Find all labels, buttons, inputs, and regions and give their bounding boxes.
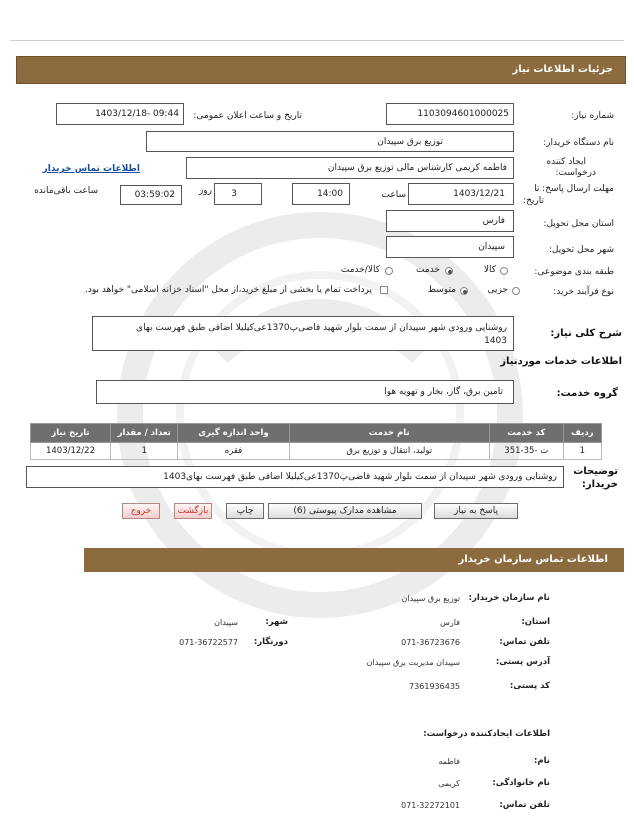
contact-section-title: اطلاعات تماس سازمان خریدار: [458, 554, 608, 565]
summary-field[interactable]: روشنایی ورودی شهر سپیدان از سمت بلوار شهید قاضی‌پ1370عی‌کیلیلا اضافی طبق فهرست بهای 1403: [92, 316, 514, 351]
service-group-label: گروه خدمت:: [556, 388, 618, 399]
province-field[interactable]: فارس: [386, 210, 514, 232]
province-label: استان محل تحویل:: [543, 219, 614, 229]
deadline-time-field[interactable]: 14:00: [292, 183, 350, 205]
city-label: شهر محل تحویل:: [548, 245, 614, 255]
back-button[interactable]: بازگشت: [174, 503, 212, 519]
category-goods-service-label: کالا/خدمت: [340, 265, 380, 275]
buyer-org-field[interactable]: توزیع برق سپیدان: [146, 131, 514, 152]
creator-first-name-value: فاطمه: [438, 757, 460, 766]
contact-org-value: توزیع برق سپیدان: [401, 594, 460, 603]
creator-phone-label: تلفن تماس:: [499, 800, 550, 810]
buyer-notes-label-2: خریدار:: [581, 479, 618, 490]
cell-service-code: ت -35-351: [489, 443, 563, 460]
contact-phone-label: تلفن تماس:: [499, 637, 550, 647]
announce-label: تاریخ و ساعت اعلان عمومی:: [193, 111, 302, 121]
need-number-field[interactable]: 1103094601000025: [386, 103, 514, 125]
col-unit: واحد اندازه گیری: [178, 424, 289, 443]
deadline-label-1: مهلت ارسال پاسخ: تا: [534, 184, 614, 194]
creator-last-name-label: نام خانوادگی:: [492, 778, 550, 788]
remaining-time-label: ساعت باقی‌مانده: [34, 186, 98, 196]
creator-label-2: درخواست:: [555, 168, 596, 178]
days-label: روز: [198, 186, 212, 196]
days-remaining-field[interactable]: 3: [214, 183, 262, 205]
contact-phone-value: 071-36723676: [401, 638, 460, 647]
contact-address-value: سپیدان مدیریت برق سپیدان: [366, 658, 460, 667]
reply-button[interactable]: پاسخ به نیاز: [434, 503, 518, 519]
category-goods-label: کالا: [483, 265, 496, 275]
buyer-notes-label-1: توضیحات: [573, 466, 618, 477]
contact-fax-value: 071-36722577: [179, 638, 238, 647]
category-service-label: خدمت: [416, 265, 440, 275]
creator-label-1: ایجاد کننده: [546, 157, 586, 167]
services-table: [30, 423, 602, 460]
contact-city-value: سپیدان: [214, 618, 238, 627]
cell-quantity: 1: [110, 443, 177, 460]
announce-datetime-field[interactable]: 1403/12/18- 09:44: [56, 103, 184, 125]
cell-service-name: تولید، انتقال و توزیع برق: [289, 443, 489, 460]
contact-province-value: فارس: [440, 618, 460, 627]
col-service-name: نام خدمت: [289, 424, 489, 443]
deadline-label-2: تاریخ:: [523, 196, 544, 206]
buyer-notes-field[interactable]: روشنایی ورودی شهر سپیدان از سمت بلوار شهید قاضی‌پ1370عی‌کیلیلا اضافی طبق فهرست بهای1403: [26, 466, 564, 488]
exit-button[interactable]: خروج: [122, 503, 160, 519]
summary-label: شرح کلی نیاز:: [550, 328, 622, 339]
deadline-date-field[interactable]: 1403/12/21: [408, 183, 514, 205]
contact-postal-value: 7361936435: [409, 682, 460, 691]
table-row: [31, 443, 602, 460]
contact-fax-label: دورنگار:: [253, 637, 288, 647]
services-section-title: اطلاعات خدمات موردنیاز: [500, 356, 622, 367]
creator-phone-value: 071-32272101: [401, 801, 460, 810]
creator-first-name-label: نام:: [533, 756, 550, 766]
category-radio-goods-service[interactable]: [385, 267, 393, 275]
col-quantity: تعداد / مقدار: [110, 424, 177, 443]
services-table-header: [31, 424, 602, 443]
contact-city-label: شهر:: [265, 617, 288, 627]
treasury-payment-note: پرداخت تمام یا بخشی از مبلغ خرید،از محل "اسناد خزانه اسلامی" خواهد بود.: [84, 285, 372, 295]
print-button[interactable]: چاپ: [226, 503, 264, 519]
buyer-contact-link[interactable]: اطلاعات تماس خریدار: [42, 164, 140, 174]
process-radio-minor[interactable]: [512, 287, 520, 295]
creator-field[interactable]: فاطمه کریمی کارشناس مالی توزیع برق سپیدان: [186, 157, 514, 179]
col-need-date: تاریخ نیاز: [31, 424, 111, 443]
city-field[interactable]: سپیدان: [386, 236, 514, 258]
service-group-field[interactable]: تامین برق، گاز، بخار و تهویه هوا: [96, 380, 514, 404]
buyer-org-label: نام دستگاه خریدار:: [543, 138, 614, 148]
cell-unit: فقره: [178, 443, 289, 460]
treasury-payment-checkbox[interactable]: [380, 286, 388, 294]
contact-postal-label: کد پستی:: [509, 681, 550, 691]
page-title: جزئیات اطلاعات نیاز: [512, 64, 613, 75]
top-divider: [10, 40, 624, 41]
process-minor-label: جزیی: [487, 285, 508, 295]
cell-need-date: 1403/12/22: [31, 443, 111, 460]
process-radio-medium[interactable]: [460, 287, 468, 295]
view-attachments-button[interactable]: مشاهده مدارک پیوستی (6): [268, 503, 422, 519]
contact-address-label: آدرس پستی:: [495, 657, 550, 667]
process-medium-label: متوسط: [427, 285, 456, 295]
process-label: نوع فرآیند خرید:: [553, 287, 614, 297]
need-number-label: شماره نیاز:: [571, 111, 614, 121]
creator-last-name-value: کریمی: [438, 779, 460, 788]
contact-section-header: [84, 548, 624, 572]
cell-row: 1: [563, 443, 601, 460]
remaining-time-field[interactable]: 03:59:02: [120, 185, 182, 205]
page-header: [16, 56, 626, 84]
category-radio-goods[interactable]: [500, 267, 508, 275]
col-service-code: کد خدمت: [489, 424, 563, 443]
category-label: طبقه بندی موضوعی:: [534, 267, 614, 277]
contact-province-label: استان:: [521, 617, 550, 627]
creator-info-title: اطلاعات ایجادکننده درخواست:: [423, 729, 550, 739]
col-row: ردیف: [563, 424, 601, 443]
deadline-time-label: ساعت: [381, 190, 406, 200]
category-radio-service[interactable]: [445, 267, 453, 275]
contact-org-label: نام سازمان خریدار:: [468, 593, 550, 603]
